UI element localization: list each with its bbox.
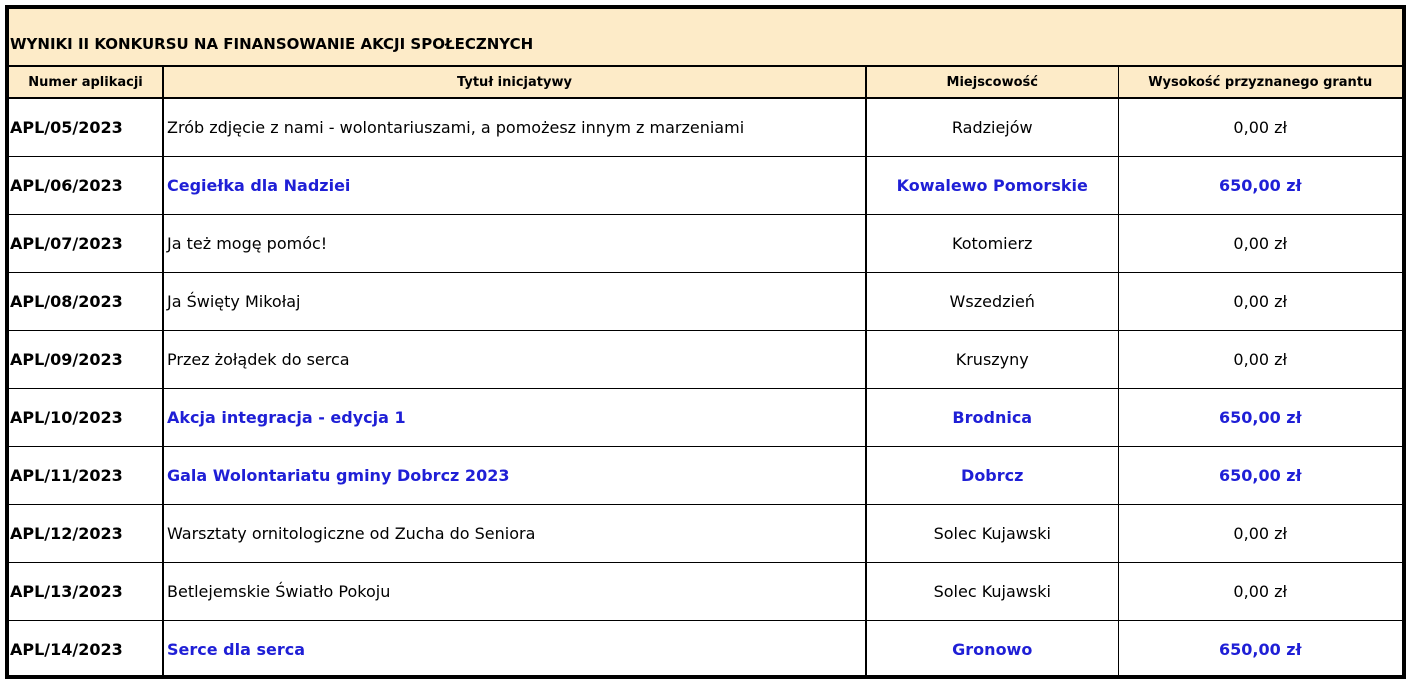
table-row	[9, 621, 1402, 679]
cell-town: Solec Kujawski	[866, 505, 1118, 563]
cell-grant-amount: 0,00 zł	[1118, 331, 1402, 389]
cell-town: Brodnica	[866, 389, 1118, 447]
cell-application-number: APL/13/2023	[9, 563, 163, 621]
table-row	[9, 273, 1402, 331]
cell-initiative-title: Gala Wolontariatu gminy Dobrcz 2023	[163, 447, 866, 505]
table-row	[9, 215, 1402, 273]
cell-grant-amount: 0,00 zł	[1118, 563, 1402, 621]
table-row	[9, 331, 1402, 389]
cell-town: Solec Kujawski	[866, 563, 1118, 621]
table-row	[9, 157, 1402, 215]
cell-initiative-title: Ja Święty Mikołaj	[163, 273, 866, 331]
sheet-title: WYNIKI II KONKURSU NA FINANSOWANIE AKCJI SPOŁECZNYCH	[9, 9, 1402, 67]
cell-application-number: APL/07/2023	[9, 215, 163, 273]
cell-town: Wszedzień	[866, 273, 1118, 331]
table-body	[9, 98, 1402, 678]
cell-town: Dobrcz	[866, 447, 1118, 505]
results-table	[9, 67, 1402, 678]
cell-grant-amount: 650,00 zł	[1118, 447, 1402, 505]
cell-application-number: APL/05/2023	[9, 98, 163, 157]
results-sheet	[5, 5, 1406, 679]
cell-application-number: APL/12/2023	[9, 505, 163, 563]
column-header-town: Miejscowość	[866, 67, 1118, 98]
cell-grant-amount: 0,00 zł	[1118, 215, 1402, 273]
cell-town: Gronowo	[866, 621, 1118, 679]
cell-initiative-title: Ja też mogę pomóc!	[163, 215, 866, 273]
column-header-grant: Wysokość przyznanego grantu	[1118, 67, 1402, 98]
cell-initiative-title: Zrób zdjęcie z nami - wolontariuszami, a pomożesz innym z marzeniami	[163, 98, 866, 157]
table-header-row	[9, 67, 1402, 98]
table-row	[9, 563, 1402, 621]
cell-town: Kotomierz	[866, 215, 1118, 273]
cell-initiative-title: Akcja integracja - edycja 1	[163, 389, 866, 447]
cell-town: Kruszyny	[866, 331, 1118, 389]
cell-grant-amount: 650,00 zł	[1118, 621, 1402, 679]
column-header-title: Tytuł inicjatywy	[163, 67, 866, 98]
cell-application-number: APL/14/2023	[9, 621, 163, 679]
cell-initiative-title: Betlejemskie Światło Pokoju	[163, 563, 866, 621]
table-row	[9, 98, 1402, 157]
cell-application-number: APL/08/2023	[9, 273, 163, 331]
cell-application-number: APL/09/2023	[9, 331, 163, 389]
table-row	[9, 389, 1402, 447]
cell-application-number: APL/06/2023	[9, 157, 163, 215]
cell-application-number: APL/11/2023	[9, 447, 163, 505]
cell-initiative-title: Cegiełka dla Nadziei	[163, 157, 866, 215]
cell-grant-amount: 0,00 zł	[1118, 273, 1402, 331]
cell-town: Kowalewo Pomorskie	[866, 157, 1118, 215]
table-row	[9, 505, 1402, 563]
cell-grant-amount: 0,00 zł	[1118, 505, 1402, 563]
cell-grant-amount: 650,00 zł	[1118, 389, 1402, 447]
table-row	[9, 447, 1402, 505]
cell-initiative-title: Serce dla serca	[163, 621, 866, 679]
column-header-number: Numer aplikacji	[9, 67, 163, 98]
cell-grant-amount: 650,00 zł	[1118, 157, 1402, 215]
cell-initiative-title: Warsztaty ornitologiczne od Zucha do Seniora	[163, 505, 866, 563]
cell-town: Radziejów	[866, 98, 1118, 157]
cell-application-number: APL/10/2023	[9, 389, 163, 447]
cell-initiative-title: Przez żołądek do serca	[163, 331, 866, 389]
cell-grant-amount: 0,00 zł	[1118, 98, 1402, 157]
